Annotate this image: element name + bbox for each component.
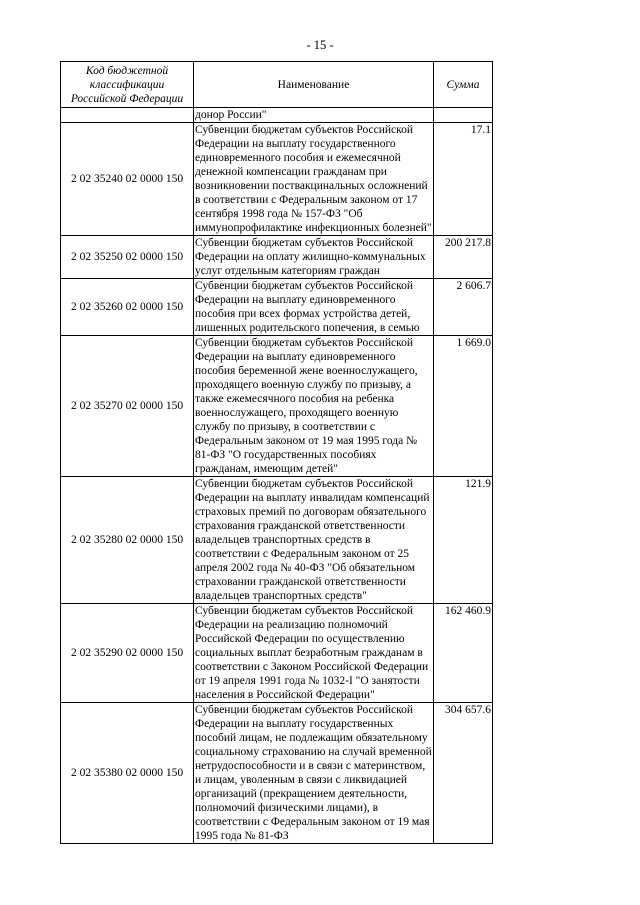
header-code: Код бюджетной классификации Российской Федерации (61, 62, 194, 108)
row-name: Субвенции бюджетам субъектов Российской Федерации на реализацию полномочий Российской Федерации по осуществлению социальных выплат безработным гражданам в соответствии с Законом Российской Федерации от 19 апреля 1991 года № 1032-I "О занятости населения в Российской Федерации" (194, 604, 434, 703)
table-row (61, 604, 493, 703)
page-number: - 15 - (306, 38, 334, 52)
row-name: Субвенции бюджетам субъектов Российской Федерации на выплату инвалидам компенсаций страховых премий по договорам обязательного страхования гражданской ответственности владельцев транспортных средств в соответствии с Федеральным законом от 25 апреля 2002 года № 40-ФЗ "Об обязательном страховании гражданской ответственности владельцев транспортных средств" (194, 477, 434, 604)
row-code: 2 02 35380 02 0000 150 (61, 703, 194, 844)
row-sum: 2 606.7 (434, 279, 493, 336)
row-sum: 200 217.8 (434, 236, 493, 279)
continuation-code (61, 108, 194, 123)
continuation-sum (434, 108, 493, 123)
row-name: Субвенции бюджетам субъектов Российской Федерации на оплату жилищно-коммунальных услуг отдельным категориям граждан (194, 236, 434, 279)
row-code: 2 02 35280 02 0000 150 (61, 477, 194, 604)
header-name: Наименование (194, 62, 434, 108)
row-name: Субвенции бюджетам субъектов Российской Федерации на выплату государственных пособий лицам, не подлежащим обязательному социальному страхованию на случай временной нетрудоспособности и в связи с материнством, и лицам, уволенным в связи с ликвидацией организаций (прекращением деятельности, полномочий физическими лицами), в соответствии с Федеральным законом от 19 мая 1995 года № 81-ФЗ (195, 704, 432, 842)
table-row (61, 477, 493, 604)
table-row (61, 236, 493, 279)
row-code: 2 02 35250 02 0000 150 (61, 236, 194, 279)
row-name: Субвенции бюджетам субъектов Российской Федерации на выплату государственного единовременного пособия и ежемесячной денежной компенсации гражданам при возникновении поствакцинальных осложнений в соответствии с Федеральным законом от 17 сентября 1998 года № 157-ФЗ "Об иммунопрофилактике инфекционных болезней" (195, 124, 432, 234)
row-name: Субвенции бюджетам субъектов Российской Федерации на выплату единовременного пособия беременной жене военнослужащего, проходящего военную службу по призыву, а также ежемесячного пособия на ребенка военнослужащего, проходящего военную службу по призыву, в соответствии с Федеральным законом от 19 мая 1995 года № 81-ФЗ "О государственных пособиях гражданам, имеющим детей" (194, 336, 434, 477)
row-sum: 121.9 (434, 477, 493, 604)
header-sum: Сумма (434, 62, 493, 108)
table-header-row (61, 62, 493, 108)
row-sum: 1 669.0 (434, 336, 493, 477)
row-code: 2 02 35240 02 0000 150 (61, 123, 194, 236)
table-row (61, 336, 493, 477)
budget-table (60, 61, 493, 844)
row-code: 2 02 35290 02 0000 150 (61, 604, 194, 703)
row-code: 2 02 35260 02 0000 150 (61, 279, 194, 336)
row-code: 2 02 35270 02 0000 150 (61, 336, 194, 477)
table-row (61, 279, 493, 336)
row-sum: 304 657.6 (434, 703, 493, 844)
row-sum: 162 460.9 (434, 604, 493, 703)
row-name: Субвенции бюджетам субъектов Российской Федерации на выплату единовременного пособия при всех формах устройства детей, лишенных родительского попечения, в семью (194, 279, 434, 336)
continuation-text: донор России" (194, 108, 434, 123)
table-row (61, 123, 493, 236)
table-row (61, 703, 493, 844)
continuation-row (61, 108, 493, 123)
row-sum: 17.1 (434, 123, 493, 236)
